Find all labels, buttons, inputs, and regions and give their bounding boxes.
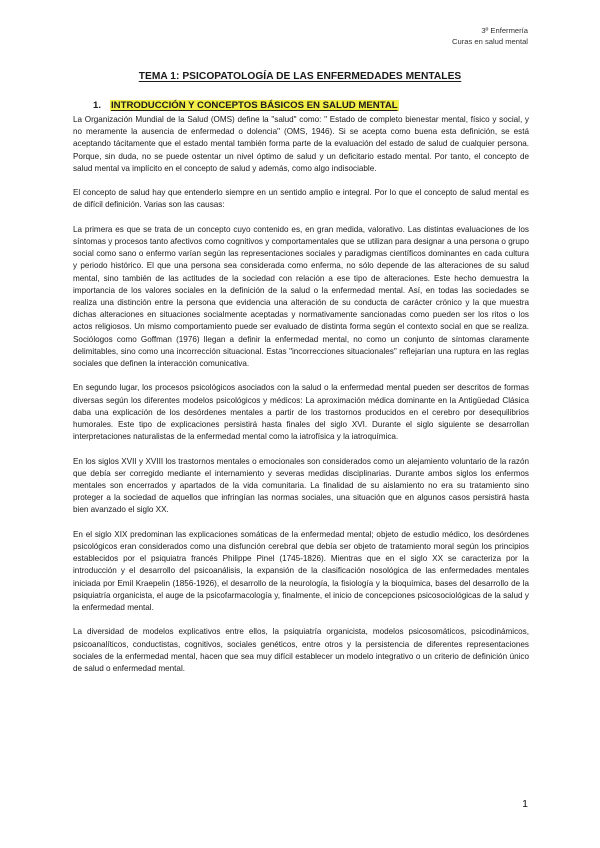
body-text xyxy=(73,114,529,687)
paragraph: En segundo lugar, los procesos psicológicos asociados con la salud o la enfermedad mental pueden ser descritos de formas diversas según los diferentes modelos psicológicos y médicos: La aproximación médica dominante en la Antigüedad Clásica daba una explicación de los desórdenes mentales a partir de los trastornos producidos en el cerebro por desequilibrios humorales. Este tipo de explicaciones persistirá hasta finales del siglo XVI. Durante el siglo siguiente se desarrollan interpretaciones naturalistas de la enfermedad mental como la iatrofísica y la iatroquímica. xyxy=(73,383,529,442)
paragraph: En los siglos XVII y XVIII los trastornos mentales o emocionales son considerados como un alejamiento voluntario de la razón que debía ser corregido mediante el internamiento y severas medidas disciplinarias. Durante ambos siglos los enfermos mentales son encerrados y apartados de la vida comunitaria. La finalidad de su aislamiento no era su tratamiento sino proteger a la sociedad de aquellos que infringían las normas sociales, una situación que en algunos casos persistirá hasta bien avanzado el siglo XX. xyxy=(73,456,529,515)
paragraph: La diversidad de modelos explicativos entre ellos, la psiquiatría organicista, modelos psicosomáticos, psicodinámicos, psicoanalíticos, conductistas, cognitivos, sociales genéticos, entre otros y la persistencia de diferentes representaciones sociales de la enfermedad mental, hacen que sea muy difícil establecer un modelo integrativo o un criterio de definición único de salud o enfermedad mental. xyxy=(73,627,529,674)
paragraph: La Organización Mundial de la Salud (OMS) define la "salud" como: " Estado de completo bienestar mental, físico y social, y no meramente la ausencia de enfermedad o dolencia" (OMS, 1946). Si se acepta como buena esta definición, se está aceptando tácitamente que el estado mental también forma parte de la evaluación del estado de salud de cualquier persona. Porque, sin duda, no se puede ostentar un nivel óptimo de salud y un deficitario estado mental. Por tanto, el concepto de salud mental va implícito en el concepto de salud y además, como algo indisociable. xyxy=(73,115,529,173)
section-number: 1. xyxy=(93,100,102,111)
section-label: INTRODUCCIÓN Y CONCEPTOS BÁSICOS EN SALUD MENTAL xyxy=(111,100,398,111)
page-number: 1 xyxy=(522,798,528,810)
section-heading xyxy=(93,100,399,111)
header-course-year: 3º Enfermería xyxy=(481,26,528,35)
paragraph: En el siglo XIX predominan las explicaciones somáticas de la enfermedad mental; objeto de estudio médico, los desórdenes psicológicos eran considerados como una disfunción cerebral que debía ser objeto de tratamiento moral según los principios establecidos por el psiquiatra francés Philippe Pinel (1745-1826). Mientras que en el siglo XX se caracteriza por la introducción y el desarrollo del psicoanálisis, la expansión de la clasificación nosológica de las enfermedades mentales iniciada por Emil Kraepelin (1856-1926), el desarrollo de la neurología, la fisiología y la bioquímica, bases del desarrollo de la psiquiatría organicista, el auge de la psicofarmacología y, finalmente, el inicio de concepciones psicosociológicas de la salud y la enfermedad mental. xyxy=(73,529,529,613)
page-title xyxy=(0,71,600,82)
running-header xyxy=(452,25,528,47)
header-subject: Curas en salud mental xyxy=(452,37,528,46)
paragraph: El concepto de salud hay que entenderlo siempre en un sentido amplio e integral. Por lo que el concepto de salud mental es de difícil definición. Varias son las causas: xyxy=(73,188,529,210)
page-title-text: TEMA 1: PSICOPATOLOGÍA DE LAS ENFERMEDADES MENTALES xyxy=(138,71,462,82)
paragraph: La primera es que se trata de un concepto cuyo contenido es, en gran medida, valorativo. Las distintas evaluaciones de los síntomas y procesos tanto afectivos como cognitivos y comportamentales que se utilizan para designar a una persona o grupo social como sano o enfermo varían según las representaciones sociales y paradigmas científicos dominantes en cada cultura y periodo histórico. El que una persona sea considerada como enferma, no sólo depende de las alteraciones de su salud mental, sino también de las actitudes de la sociedad con relación a ese tipo de alteraciones. Este hecho demuestra la importancia de los valores sociales en la definición de la salud o la enfermedad mental. Así, en todas las sociedades se realiza una distinción entre la persona que evidencia una alteración de su conducta de carácter crónico y la que muestra dichas alteraciones en situaciones socialmente aceptadas y normativamente sancionadas como pueden ser los ritos o los actos religiosos. Un mismo comportamiento puede ser evaluado de distinta forma según el contexto social en que se realiza. Sociólogos como Goffman (1976) llegan a definir la enfermedad mental, no como un conjunto de síntomas claramente delimitables, sino como una incorrección situacional. Estas "incorrecciones situacionales" reflejarían una ruptura en las reglas sociales que definen la interacción comunicativa. xyxy=(73,224,529,369)
